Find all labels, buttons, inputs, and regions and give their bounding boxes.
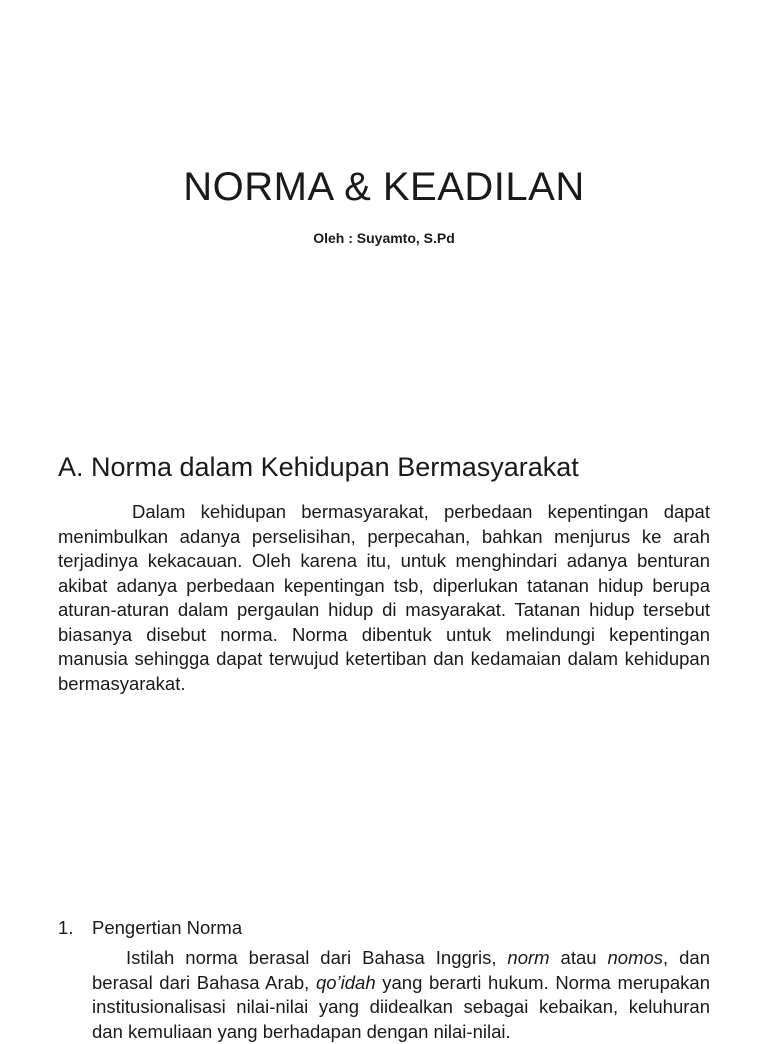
section-heading: A. Norma dalam Kehidupan Bermasyarakat bbox=[58, 452, 579, 482]
list-item bbox=[58, 916, 242, 940]
paragraph-text: Istilah norma berasal dari Bahasa Inggris, bbox=[126, 947, 508, 968]
paragraph-text: atau bbox=[549, 947, 608, 968]
list-number: 1. bbox=[58, 917, 74, 938]
body-paragraph: Dalam kehidupan bermasyarakat, perbedaan kepentingan dapat menimbulkan adanya perselisihan, perpecahan, bahkan menjurus ke arah terjadinya kekacauan. Oleh karena itu, untuk menghindari adanya benturan akibat adanya perbedaan kepentingan tsb, diperlukan tatanan hidup berupa aturan-aturan dalam pergaulan hidup di masyarakat. Tatanan hidup tersebut biasanya disebut norma. Norma dibentuk untuk melindungi kepentingan manusia sehingga dapat terwujud ketertiban dan kedamaian dalam kehidupan bermasyarakat. bbox=[58, 501, 710, 694]
slide-title bbox=[0, 0, 768, 432]
definition-paragraph bbox=[92, 946, 710, 1044]
author-subtitle: Oleh : Suyamto, S.Pd bbox=[313, 230, 455, 246]
list-label: Pengertian Norma bbox=[92, 917, 243, 938]
term-qoidah: qo’idah bbox=[315, 971, 376, 993]
slide-pengertian bbox=[0, 864, 768, 1042]
term-nomos: nomos bbox=[607, 947, 664, 968]
slide-section-a bbox=[0, 432, 768, 864]
paragraph-text: yang berarti hukum. Norma merupakan institusionalisasi nilai-nilai yang diidealkan sebagai kebaikan, keluhuran dan kemuliaan yang berhadapan dengan nilai-nilai. bbox=[92, 971, 711, 1042]
page-title: NORMA & KEADILAN bbox=[183, 165, 585, 209]
term-norm: norm bbox=[507, 947, 550, 968]
paragraph-text: , dan berasal dari Bahasa Arab, bbox=[92, 947, 710, 993]
